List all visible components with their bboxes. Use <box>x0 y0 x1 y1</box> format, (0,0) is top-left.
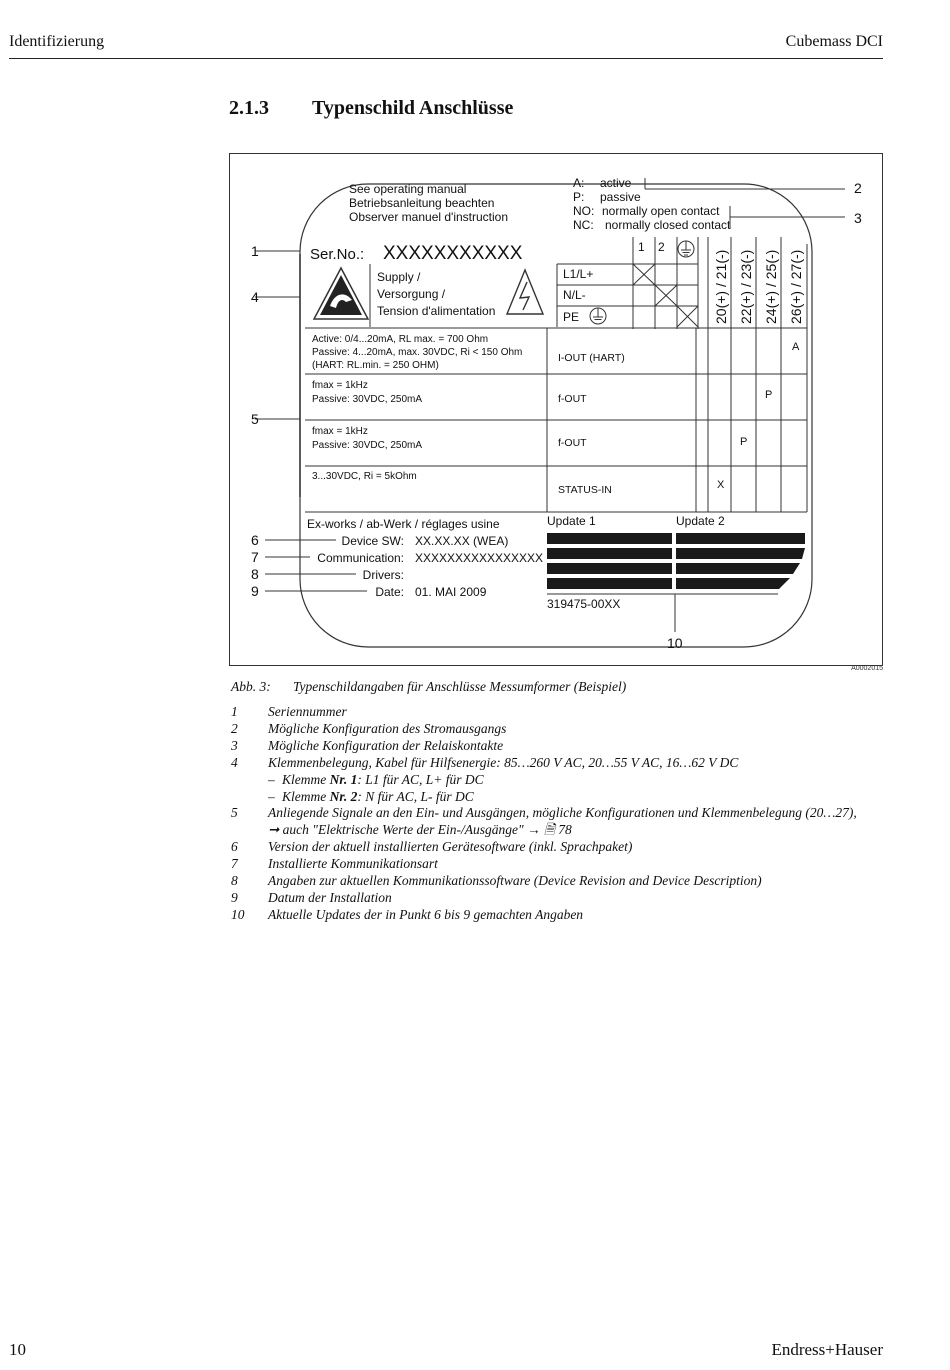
list-item: 9 Datum der Installation <box>231 889 392 905</box>
list-item: 4 Klemmenbelegung, Kabel für Hilfsenergie: 85…260 V AC, 20…55 V AC, 16…62 V DC <box>231 754 739 770</box>
list-subitem: – Klemme Nr. 1: L1 für AC, L+ für DC <box>268 771 484 787</box>
list-item: 5 Anliegende Signale an den Ein- und Ausgängen, mögliche Konfigurationen und Klemmenbelegung (20…27), <box>231 805 857 821</box>
code-key: A: <box>573 176 585 190</box>
power-terminal: PE <box>563 310 580 324</box>
part-number: 319475-00XX <box>547 597 621 611</box>
running-header-right: Cubemass DCI <box>785 33 883 50</box>
exworks-label: Ex-works / ab-Werk / réglages usine <box>307 517 500 531</box>
ground-icon <box>678 241 694 257</box>
callout-8: 8 <box>251 566 259 582</box>
list-item: 2 Mögliche Konfiguration des Stromausgangs <box>231 720 507 736</box>
serial-value: XXXXXXXXXXX <box>383 243 523 264</box>
list-item: 8 Angaben zur aktuellen Kommunikationssoftware (Device Revision and Device Description) <box>231 873 762 889</box>
info-label: Communication: <box>317 551 404 565</box>
column-head: 22(+) / 23(-) <box>738 249 754 324</box>
signal-mark: P <box>765 389 773 401</box>
signal-name: STATUS-IN <box>558 484 612 496</box>
serial-label: Ser.No.: <box>310 246 365 263</box>
code-text: passive <box>600 190 641 204</box>
update-bar <box>676 548 805 559</box>
signal-mark: A <box>792 341 800 353</box>
terminal-head-1: 1 <box>638 240 645 254</box>
high-voltage-icon <box>507 270 543 314</box>
signal-desc: Passive: 30VDC, 250mA <box>312 440 423 451</box>
code-key: NC: <box>573 218 594 232</box>
column-head: 24(+) / 25(-) <box>763 249 779 324</box>
list-item: 7 Installierte Kommunikationsart <box>231 856 438 872</box>
instruction-line: See operating manual <box>349 182 467 196</box>
update-bar <box>676 563 800 574</box>
signal-name: f-OUT <box>558 437 587 449</box>
info-value: 01. MAI 2009 <box>415 585 487 599</box>
info-value: XX.XX.XX (WEA) <box>415 534 509 548</box>
supply-line: Supply / <box>377 270 421 284</box>
ground-icon <box>590 308 606 324</box>
nameplate-figure <box>229 153 883 666</box>
section-title: Typenschild Anschlüsse <box>312 97 514 119</box>
signal-desc: (HART: RL.min. = 250 OHM) <box>312 360 439 371</box>
update-bar <box>547 548 672 559</box>
info-label: Drivers: <box>362 568 404 582</box>
update-1-label: Update 1 <box>547 514 596 528</box>
list-item: 3 Mögliche Konfiguration der Relaiskontakte <box>231 737 504 753</box>
signal-desc: fmax = 1kHz <box>312 380 368 391</box>
signal-mark: P <box>740 436 748 448</box>
code-text: normally open contact <box>602 204 720 218</box>
info-label: Device SW: <box>341 534 404 548</box>
header-rule <box>9 58 883 59</box>
signal-desc: 3...30VDC, Ri = 5kOhm <box>312 471 417 482</box>
callout-2: 2 <box>854 180 862 196</box>
update-2-label: Update 2 <box>676 514 725 528</box>
list-item: 1 Seriennummer <box>231 704 347 719</box>
section-heading <box>229 97 513 120</box>
list-subitem: – Klemme Nr. 2: N für AC, L- für DC <box>268 788 474 804</box>
update-bar <box>676 578 790 589</box>
supply-line: Versorgung / <box>377 287 446 301</box>
list-item-link[interactable]: ➞ auch "Elektrische Werte der Ein-/Ausgänge" → 🗎 78 <box>268 822 572 838</box>
callout-7: 7 <box>251 549 259 565</box>
terminal-head-2: 2 <box>658 240 665 254</box>
callout-1: 1 <box>251 243 259 259</box>
callout-10: 10 <box>667 635 683 651</box>
signal-desc: Passive: 30VDC, 250mA <box>312 394 423 405</box>
list-item: 10 Aktuelle Updates der in Punkt 6 bis 9 gemachten Angaben <box>231 906 584 922</box>
info-value: XXXXXXXXXXXXXXXX <box>415 551 544 565</box>
esd-warning-icon <box>314 268 368 319</box>
figure-caption <box>231 679 626 695</box>
instruction-line: Observer manuel d'instruction <box>349 210 509 224</box>
update-bar <box>547 563 672 574</box>
nameplate-drawing <box>230 154 884 667</box>
update-bar <box>676 533 805 544</box>
caption-text: Typenschildangaben für Anschlüsse Messumformer (Beispiel) <box>293 679 627 694</box>
column-head: 26(+) / 27(-) <box>788 249 804 324</box>
supply-line: Tension d'alimentation <box>377 304 496 318</box>
signal-desc: Passive: 4...20mA, max. 30VDC, Ri < 150 Ohm <box>312 347 523 358</box>
callout-5: 5 <box>251 411 259 427</box>
power-terminal: L1/L+ <box>563 267 594 281</box>
footer-brand: Endress+Hauser <box>771 1340 883 1359</box>
section-number: 2.1.3 <box>229 97 269 119</box>
callout-4: 4 <box>251 289 259 305</box>
update-bar <box>547 578 672 589</box>
list-item: 6 Version der aktuell installierten Gerätesoftware (inkl. Sprachpaket) <box>231 839 633 855</box>
info-label: Date: <box>375 585 404 599</box>
code-key: NO: <box>573 204 595 218</box>
code-text: active <box>600 176 632 190</box>
legend-list <box>231 704 891 924</box>
running-header-left: Identifizierung <box>9 33 105 50</box>
code-key: P: <box>573 190 585 204</box>
code-text: normally closed contact <box>605 218 731 232</box>
callout-9: 9 <box>251 583 259 599</box>
signal-name: f-OUT <box>558 393 587 405</box>
callout-3: 3 <box>854 210 862 226</box>
signal-desc: Active: 0/4...20mA, RL max. = 700 Ohm <box>312 334 489 345</box>
update-bar <box>547 533 672 544</box>
callout-6: 6 <box>251 532 259 548</box>
figure-code: A0002015 <box>851 665 883 672</box>
column-head: 20(+) / 21(-) <box>713 249 729 324</box>
instruction-line: Betriebsanleitung beachten <box>349 196 495 210</box>
page-number: 10 <box>9 1340 26 1359</box>
power-terminal: N/L- <box>563 288 586 302</box>
caption-label: Abb. 3: <box>231 679 271 694</box>
signal-name: I-OUT (HART) <box>558 352 625 364</box>
signal-desc: fmax = 1kHz <box>312 426 368 437</box>
signal-mark: X <box>717 479 725 491</box>
